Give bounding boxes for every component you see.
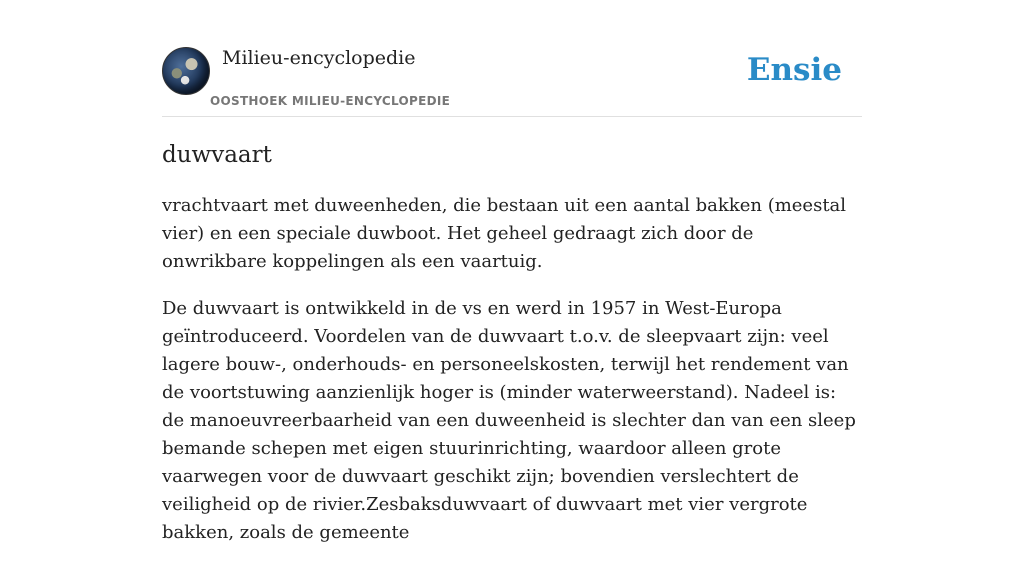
article-paragraph: De duwvaart is ontwikkeld in de vs en werd in 1957 in West-Europa geïntroduceerd. Voordelen van de duwvaart t.o.v. de sleepvaart zijn: veel lagere bouw-, onderhouds- en personeelskosten, terwijl het rendement van de voortstuwing aanzienlijk hoger is (minder waterweerstand). Nadeel is: de manoeuvreerbaarheid van een duweenheid is slechter dan van een sleep bemande schepen met eigen stuurinrichting, waardoor alleen grote vaarwegen voor de duwvaart geschikt zijn; bovendien verslechtert de veiligheid op de rivier.Zesbaksduwvaart of duwvaart met vier vergrote bakken, zoals de gemeente bbox=[162, 298, 856, 543]
site-name[interactable]: Milieu-encyclopedie bbox=[222, 47, 416, 69]
site-subtitle: OOSTHOEK MILIEU-ENCYCLOPEDIE bbox=[210, 94, 451, 108]
article-body bbox=[162, 192, 862, 566]
article-title: duwvaart bbox=[162, 142, 272, 168]
brand-logo-link[interactable]: Ensie bbox=[746, 52, 842, 88]
site-header bbox=[162, 46, 862, 117]
globe-icon[interactable] bbox=[162, 47, 210, 95]
article-paragraph: vrachtvaart met duweenheden, die bestaan uit een aantal bakken (meestal vier) en een speciale duwboot. Het geheel gedraagt zich door de onwrikbare koppelingen als een vaartuig. bbox=[162, 195, 847, 272]
